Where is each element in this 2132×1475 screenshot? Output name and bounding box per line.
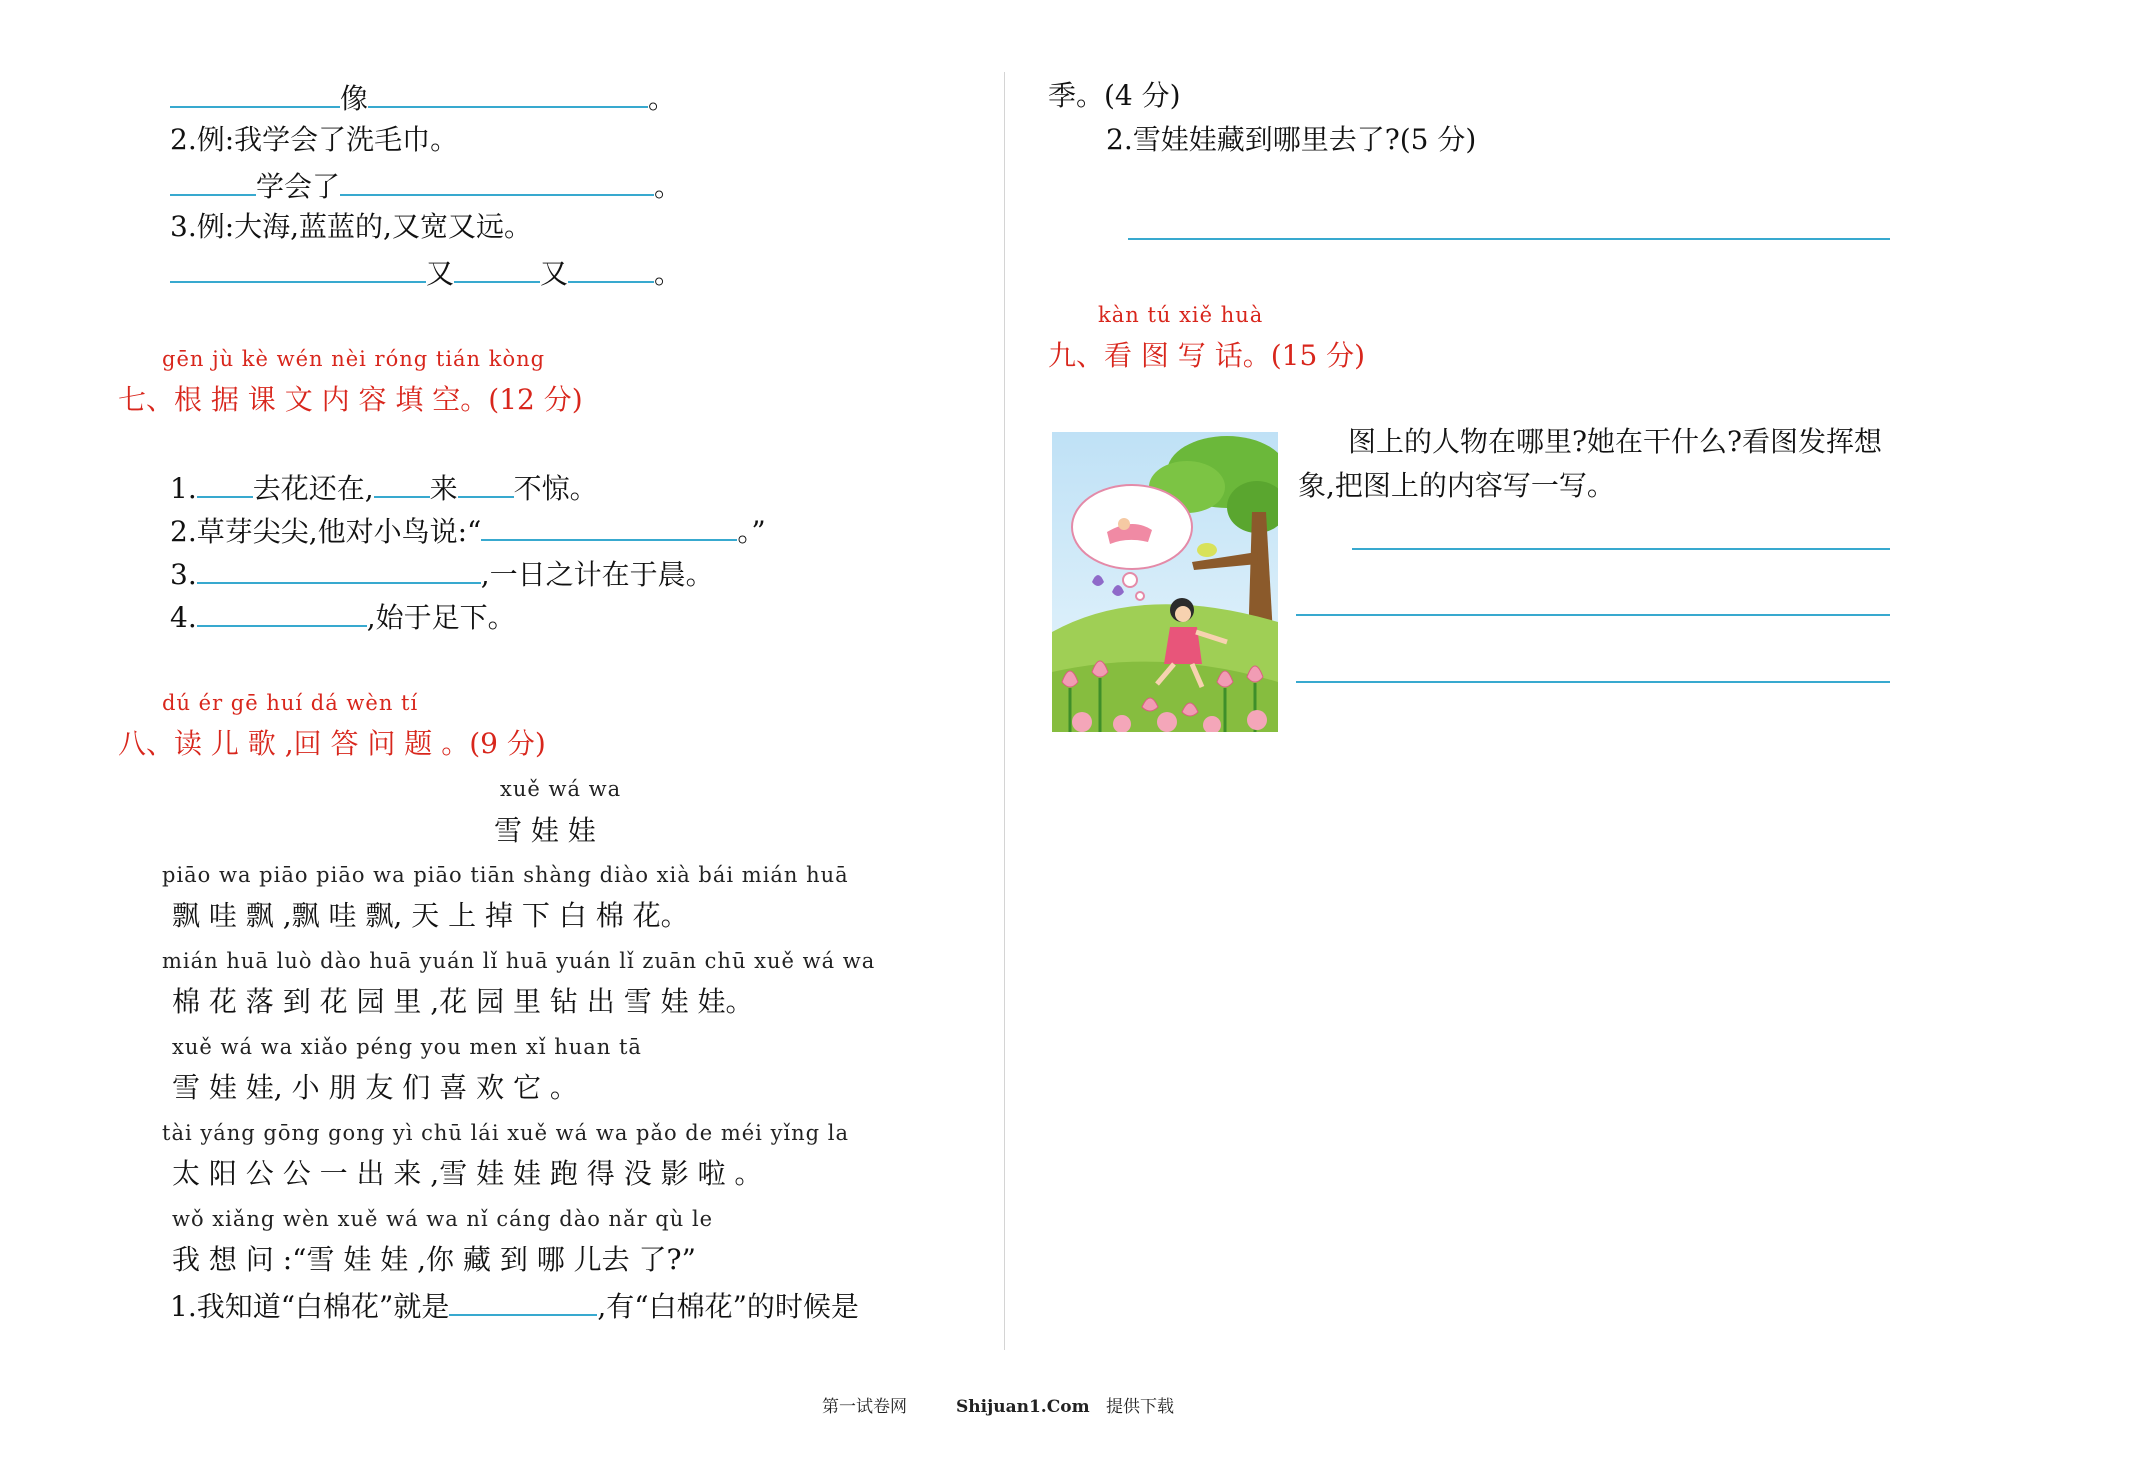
footer-domain[interactable]: Shijuan1.Com	[956, 1397, 1090, 1417]
answer-blank[interactable]	[449, 1290, 597, 1316]
s8-q2: 2.雪娃娃藏到哪里去了?(5 分)	[1106, 123, 1477, 156]
q6-line1: 像 。	[170, 82, 676, 113]
poem-line-2-pinyin: mián huā luò dào huā yuán lǐ huā yuán lǐ zuān chū xuě wá wa	[162, 949, 876, 973]
poem-line-1: 飘 哇 飘 ,飘 哇 飘, 天 上 掉 下 白 棉 花。	[172, 899, 689, 932]
answer-blank[interactable]	[170, 257, 426, 283]
poem-line-1-pinyin: piāo wa piāo piāo wa piāo tiān shàng diào xià bái mián huā	[162, 863, 849, 887]
poem-line-5-pinyin: wǒ xiǎng wèn xuě wá wa nǐ cáng dào nǎr qù le	[172, 1207, 714, 1231]
section-9-pinyin: kàn tú xiě huà	[1098, 303, 1264, 327]
q6-example-3: 3.例:大海,蓝蓝的,又宽又远。	[170, 210, 532, 243]
answer-blank[interactable]	[197, 472, 253, 498]
s7-q2: 2.草芽尖尖,他对小鸟说:“ 。”	[170, 515, 766, 548]
answer-blank[interactable]	[458, 472, 514, 498]
writing-line[interactable]	[1296, 614, 1890, 616]
poem-line-2: 棉 花 落 到 花 园 里 ,花 园 里 钻 出 雪 娃 娃。	[172, 985, 754, 1018]
s9-prompt-line1: 图上的人物在哪里?她在干什么?看图发挥想	[1348, 425, 1883, 458]
section-7-pinyin: gēn jù kè wén nèi róng tián kòng	[162, 347, 546, 371]
answer-blank[interactable]	[481, 515, 737, 541]
s8-q1-continuation: 季。(4 分)	[1048, 79, 1181, 112]
answer-blank[interactable]	[197, 558, 481, 584]
s7-q4: 4. ,始于足下。	[170, 601, 516, 634]
poem-line-3-pinyin: xuě wá wa xiǎo péng you men xǐ huan tā	[172, 1035, 642, 1059]
column-divider	[1004, 72, 1005, 1350]
answer-blank[interactable]	[374, 472, 430, 498]
writing-line[interactable]	[1296, 681, 1890, 683]
poem-title-pinyin: xuě wá wa	[500, 777, 622, 801]
q6-example-2: 2.例:我学会了洗毛巾。	[170, 123, 459, 156]
s7-q3: 3. ,一日之计在于晨。	[170, 558, 714, 591]
poem-line-5: 我 想 问 :“雪 娃 娃 ,你 藏 到 哪 儿去 了?”	[172, 1243, 696, 1276]
section-7-title: 七、根 据 课 文 内 容 填 空。(12 分)	[118, 383, 583, 416]
answer-blank[interactable]	[197, 601, 367, 627]
writing-line[interactable]	[1352, 548, 1890, 550]
section-8-title: 八、读 儿 歌 ,回 答 问 题 。(9 分)	[118, 727, 546, 760]
answer-blank[interactable]	[454, 257, 540, 283]
footer-download: 提供下载	[1106, 1397, 1174, 1417]
answer-blank[interactable]	[568, 257, 654, 283]
answer-blank[interactable]	[170, 170, 256, 196]
girl-meadow-illustration	[1052, 432, 1278, 732]
q6-line2: 学会了 。	[170, 170, 682, 201]
answer-blank[interactable]	[340, 170, 654, 196]
answer-blank[interactable]	[368, 82, 648, 108]
poem-line-4-pinyin: tài yáng gōng gong yì chū lái xuě wá wa pǎo de méi yǐng la	[162, 1121, 850, 1145]
footer-site-name: 第一试卷网	[822, 1397, 907, 1417]
answer-blank[interactable]	[170, 82, 340, 108]
answer-line[interactable]	[1128, 238, 1890, 240]
poem-line-4: 太 阳 公 公 一 出 来 ,雪 娃 娃 跑 得 没 影 啦 。	[172, 1157, 763, 1190]
s7-q1: 1. 去花还在, 来 不惊。	[170, 472, 598, 505]
poem-line-3: 雪 娃 娃, 小 朋 友 们 喜 欢 它 。	[172, 1071, 578, 1104]
q6-line3: 又 又 。	[170, 257, 682, 288]
s9-prompt-line2: 象,把图上的内容写一写。	[1298, 469, 1615, 502]
poem-title: 雪 娃 娃	[494, 814, 596, 847]
s8-q1: 1.我知道“白棉花”就是 ,有“白棉花”的时候是	[170, 1290, 859, 1323]
section-8-pinyin: dú ér gē huí dá wèn tí	[162, 691, 419, 715]
section-9-title: 九、看 图 写 话。(15 分)	[1048, 339, 1366, 372]
